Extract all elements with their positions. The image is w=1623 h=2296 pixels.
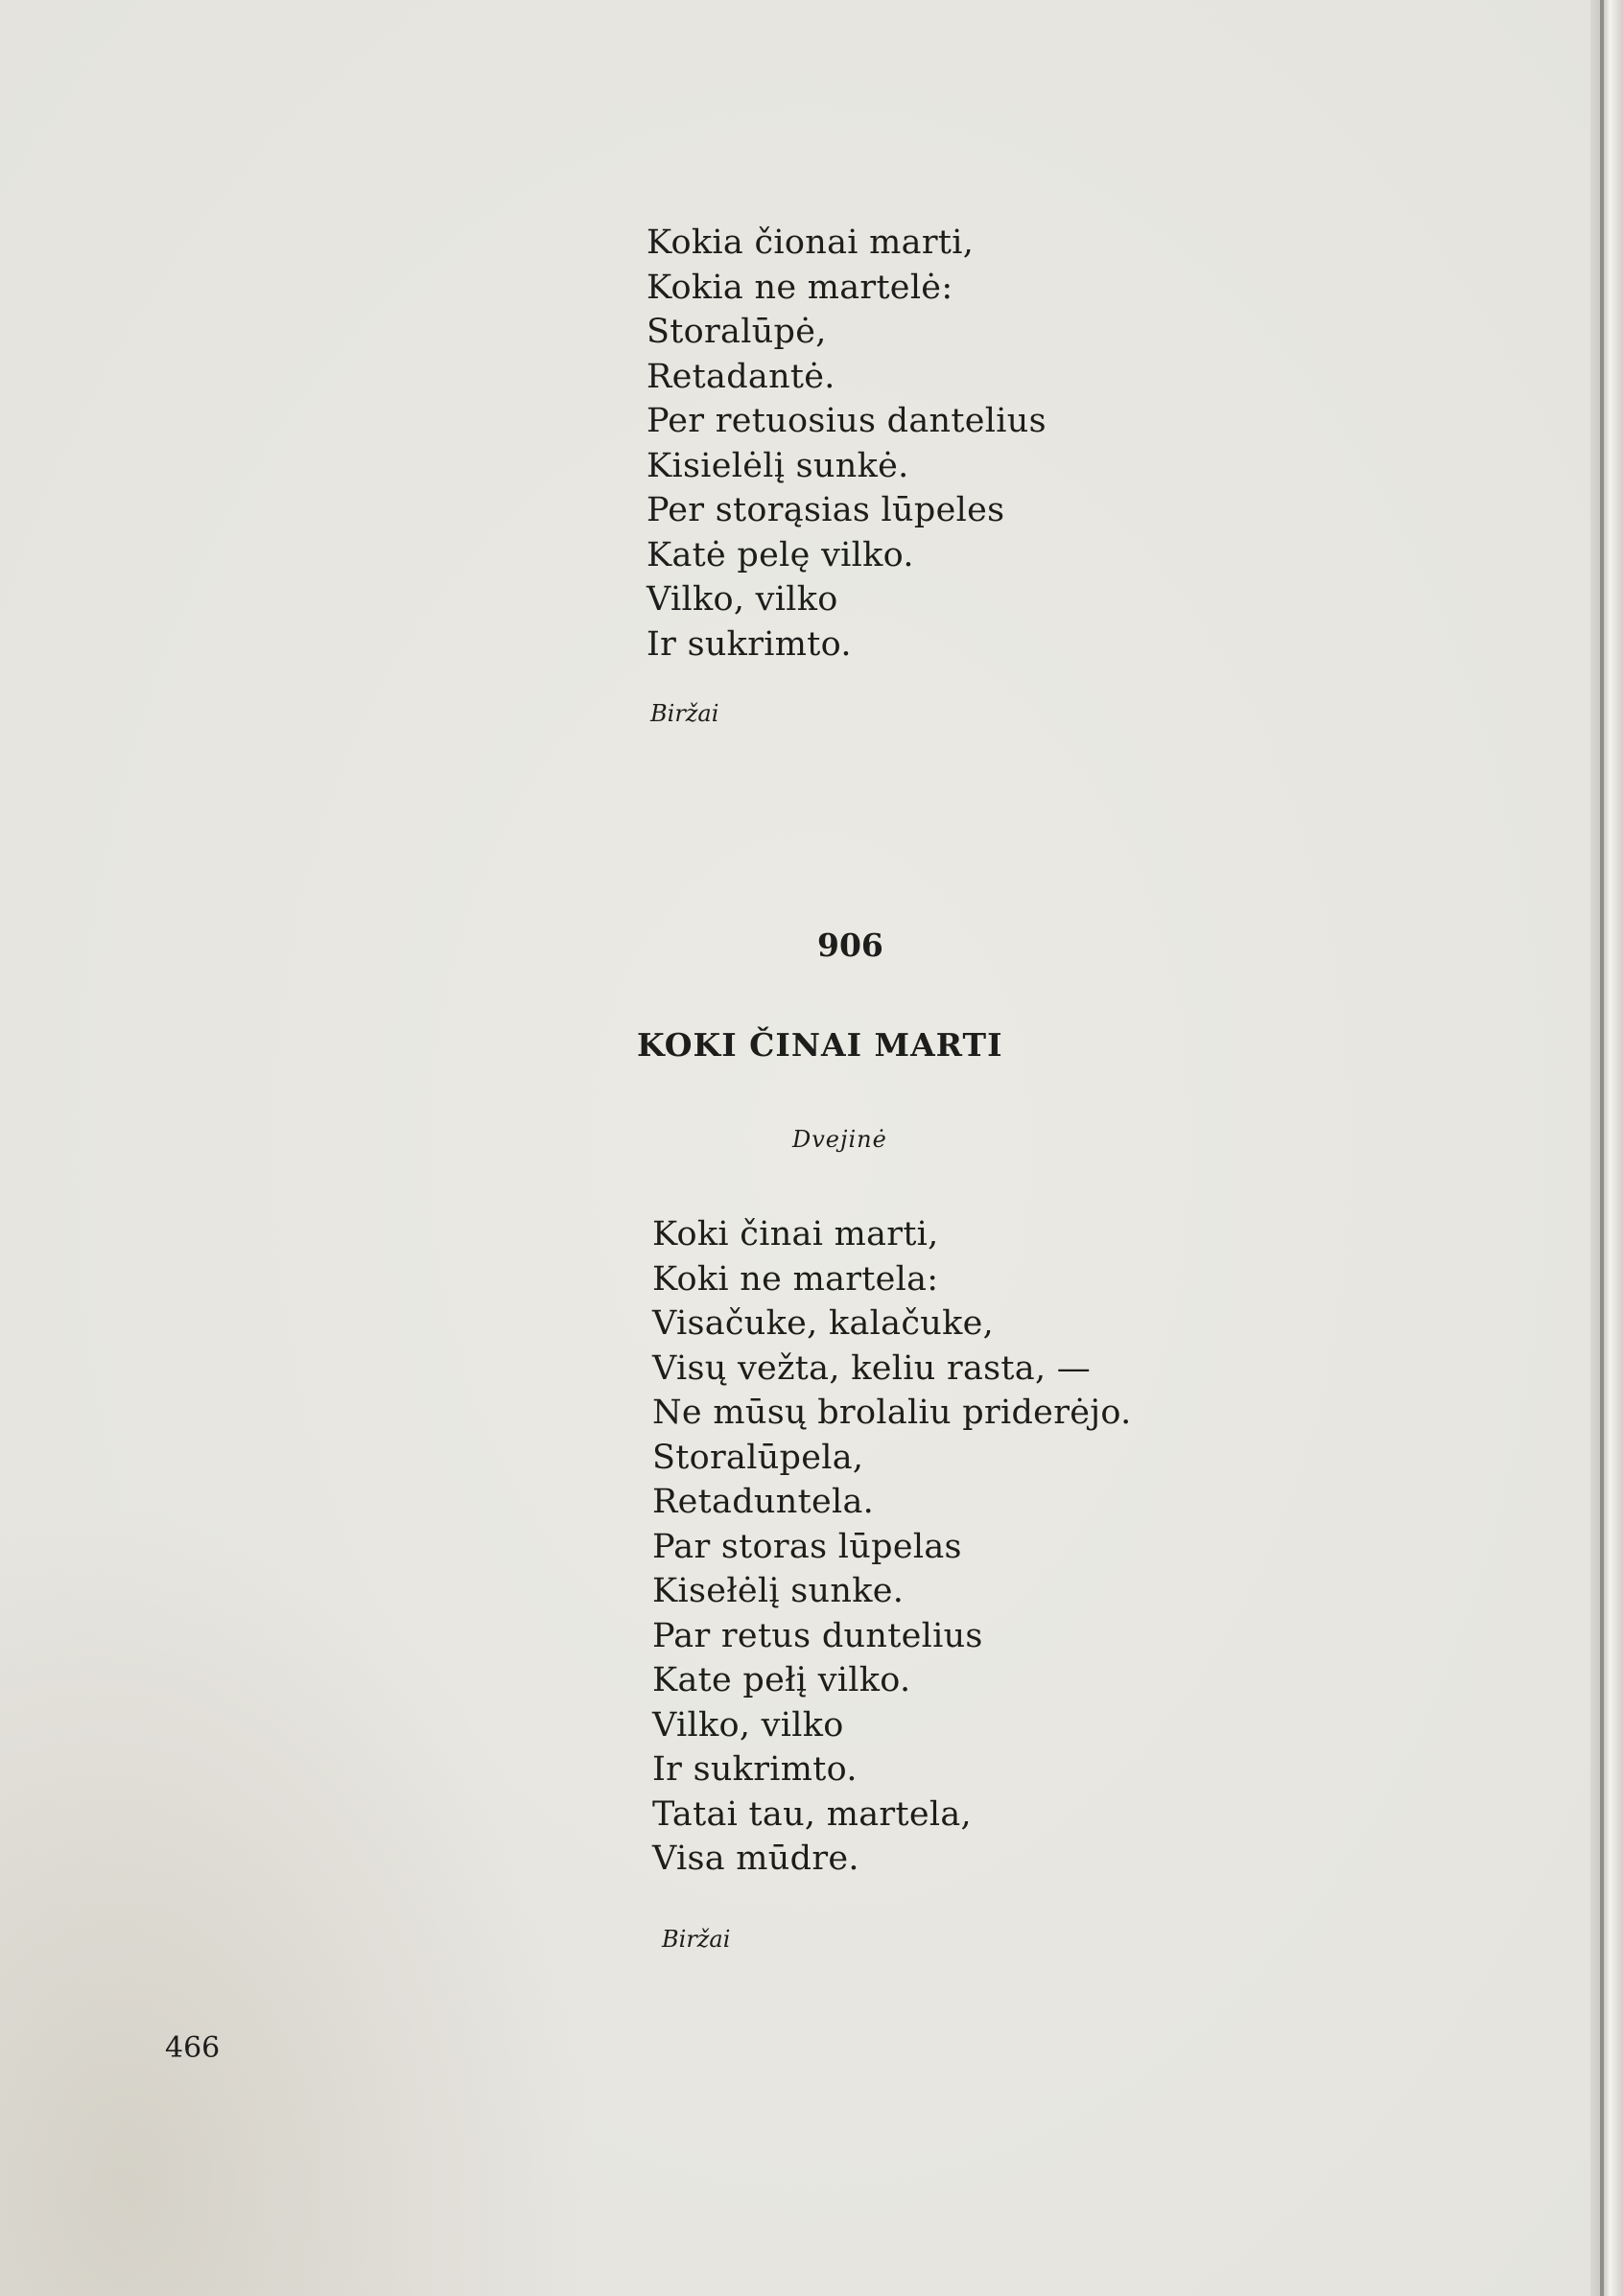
verse-line: Visačuke, kalačuke, (652, 1304, 995, 1343)
verse-line: Per storąsias lūpeles (647, 491, 1005, 529)
previous-song-place: Biržai (650, 700, 719, 727)
verse-line: Storalūpela, (652, 1438, 864, 1477)
verse-line: Vilko, vilko (652, 1705, 844, 1745)
song-verse (652, 1212, 1132, 1882)
verse-line: Tatai tau, martela, (652, 1794, 972, 1834)
verse-line: Per retuosius dantelius (647, 402, 1047, 440)
verse-line: Koki činai marti, (652, 1215, 939, 1253)
verse-line: Visų vežta, keliu rasta, — (652, 1348, 1092, 1388)
verse-line: Par retus duntelius (652, 1616, 983, 1655)
song-place: Biržai (662, 1926, 731, 1953)
verse-line: Vilko, vilko (647, 580, 838, 619)
page-edge (1590, 0, 1623, 2296)
verse-line: Kisełėlį sunke. (652, 1572, 905, 1610)
verse-line: Ir sukrimto. (647, 624, 852, 664)
verse-line: Ne mūsų brolaliu priderėjo. (652, 1394, 1132, 1432)
previous-song-verse (647, 221, 1047, 667)
verse-line: Ir sukrimto. (652, 1750, 858, 1789)
verse-line: Koki ne martela: (652, 1259, 939, 1299)
song-subtitle: Dvejinė (792, 1126, 887, 1153)
verse-line: Kokia čionai marti, (647, 223, 975, 262)
verse-line: Kate pełį vilko. (652, 1661, 911, 1699)
verse-line: Kisielėlį sunkė. (647, 446, 909, 485)
song-title: KOKI ČINAI MARTI (637, 1026, 1003, 1064)
verse-line: Katė pelę vilko. (647, 535, 914, 574)
verse-line: Retadantė. (647, 357, 835, 396)
verse-line: Kokia ne martelė: (647, 268, 953, 307)
verse-line: Par storas lūpelas (652, 1527, 962, 1566)
song-number: 906 (817, 926, 883, 964)
verse-line: Retaduntela. (652, 1483, 875, 1521)
verse-line: Visa mūdre. (652, 1839, 859, 1878)
verse-line: Storalūpė, (647, 313, 827, 351)
page-number: 466 (165, 2031, 221, 2065)
